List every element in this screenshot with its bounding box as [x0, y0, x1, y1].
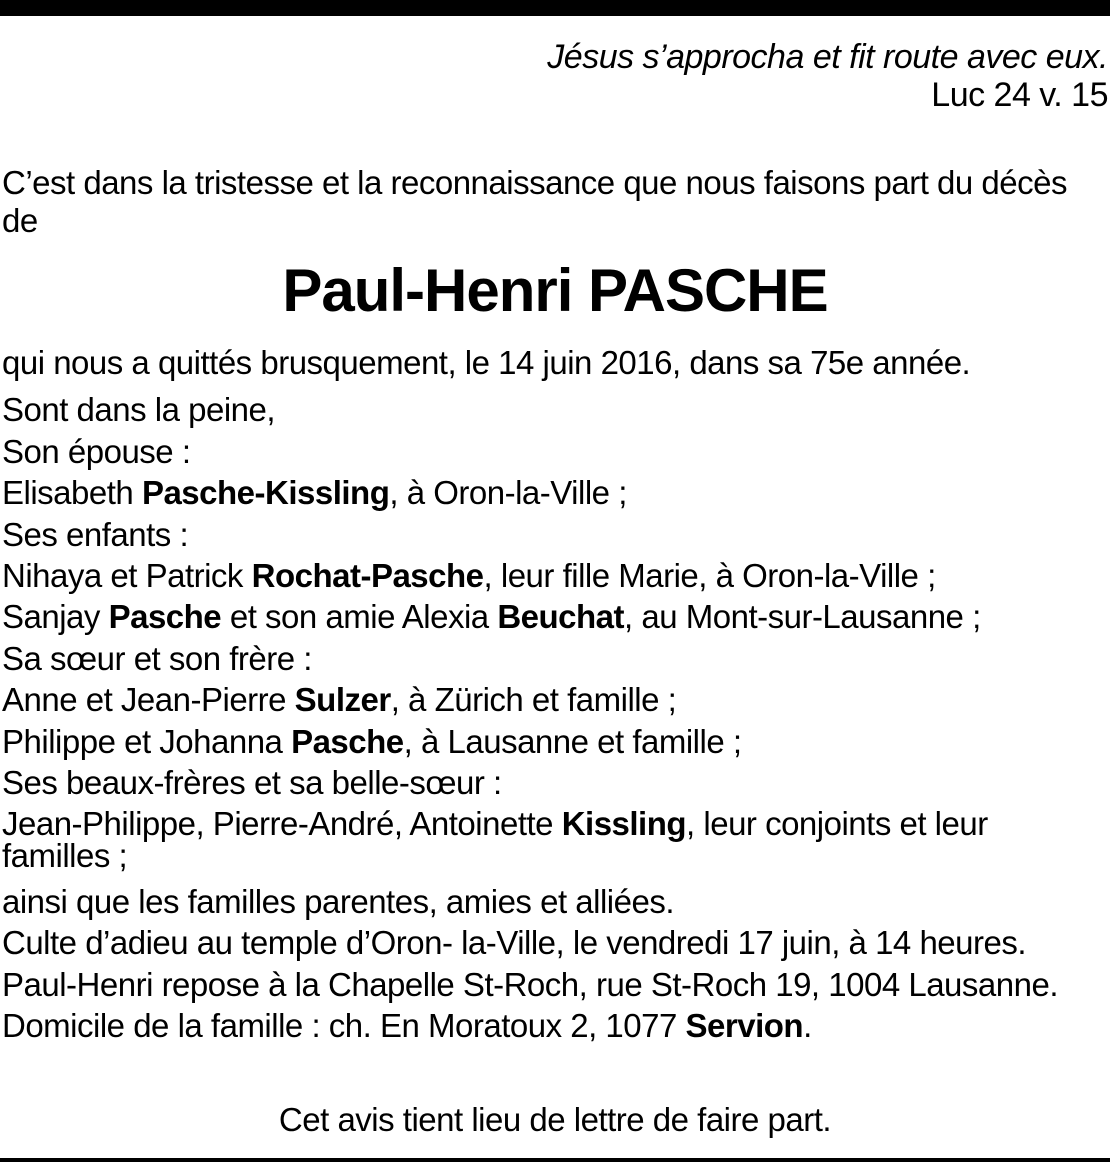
service-line: Culte d’adieu au temple d’Oron- la-Ville, le vendredi 17 juin, à 14 heures.: [2, 924, 1027, 962]
spouse-line: [2, 472, 1102, 513]
child2-place: , au Mont-sur-Lausanne ;: [624, 598, 981, 636]
sibling2-surname: Pasche: [291, 722, 404, 760]
bible-verse: [547, 38, 1108, 114]
child1-first: Nihaya et Patrick: [2, 557, 252, 595]
top-rule: [0, 0, 1110, 16]
sibling1-place: , à Zürich et famille ;: [390, 681, 677, 719]
footer-note: Cet avis tient lieu de lettre de faire part.: [278, 1101, 832, 1138]
inlaws-label: Ses beaux-frères et sa belle-sœur :: [2, 764, 502, 802]
sibling2-first: Philippe et Johanna: [2, 722, 292, 760]
siblings-label: Sa sœur et son frère :: [2, 639, 312, 677]
domicile-end: .: [803, 1007, 812, 1045]
sibling1-first: Anne et Jean-Pierre: [2, 681, 295, 719]
deceased-name: Paul-Henri PASCHE: [282, 257, 828, 324]
bottom-rule: [0, 1158, 1110, 1162]
inlaws-line: [2, 803, 1102, 844]
spouse-first: Elisabeth: [2, 474, 142, 512]
child1-surname: Rochat-Pasche: [251, 557, 484, 595]
inlaws-surname: Kissling: [561, 805, 687, 843]
inlaws-first: Jean-Philippe, Pierre-André, Antoinette: [2, 805, 562, 843]
child2-surname: Pasche: [108, 598, 222, 636]
domicile-town: Servion: [685, 1007, 804, 1045]
others-line: ainsi que les familles parentes, amies et alliées.: [2, 882, 675, 920]
child2-middle: et son amie Alexia: [221, 598, 498, 636]
spouse-surname: Pasche-Kissling: [141, 474, 390, 512]
domicile-line: [2, 1005, 1102, 1046]
intro-text: C’est dans la tristesse et la reconnaissance que nous faisons part du décès de: [2, 164, 1067, 239]
child1-line: [2, 555, 1102, 596]
sibling1-line: [2, 679, 1102, 720]
sibling2-line: [2, 721, 1102, 762]
rest-line: Paul-Henri repose à la Chapelle St-Roch, rue St-Roch 19, 1004 Lausanne.: [2, 965, 1058, 1003]
spouse-label: Son épouse :: [2, 432, 191, 470]
child2-line: [2, 596, 1102, 637]
domicile-text: Domicile de la famille : ch. En Moratoux 2, 1077: [2, 1007, 686, 1045]
spouse-place: , à Oron-la-Ville ;: [389, 474, 627, 512]
children-label: Ses enfants :: [2, 515, 189, 553]
child2-first: Sanjay: [2, 598, 109, 636]
verse-reference: Luc 24 v. 15: [931, 76, 1108, 114]
mourners-heading: Sont dans la peine,: [2, 391, 276, 429]
child2-surname2: Beuchat: [497, 598, 625, 636]
verse-quote: Jésus s’approcha et fit route avec eux.: [547, 38, 1108, 76]
sibling2-place: , à Lausanne et famille ;: [403, 722, 742, 760]
sibling1-surname: Sulzer: [294, 681, 391, 719]
child1-place: , leur fille Marie, à Oron-la-Ville ;: [483, 557, 936, 595]
inlaws-line-continued: familles ;: [2, 836, 128, 874]
notice-body: [2, 342, 1102, 1047]
inlaws-place: , leur conjoints et leur: [686, 805, 988, 843]
death-notice: qui nous a quittés brusquement, le 14 juin 2016, dans sa 75e année.: [2, 344, 971, 381]
